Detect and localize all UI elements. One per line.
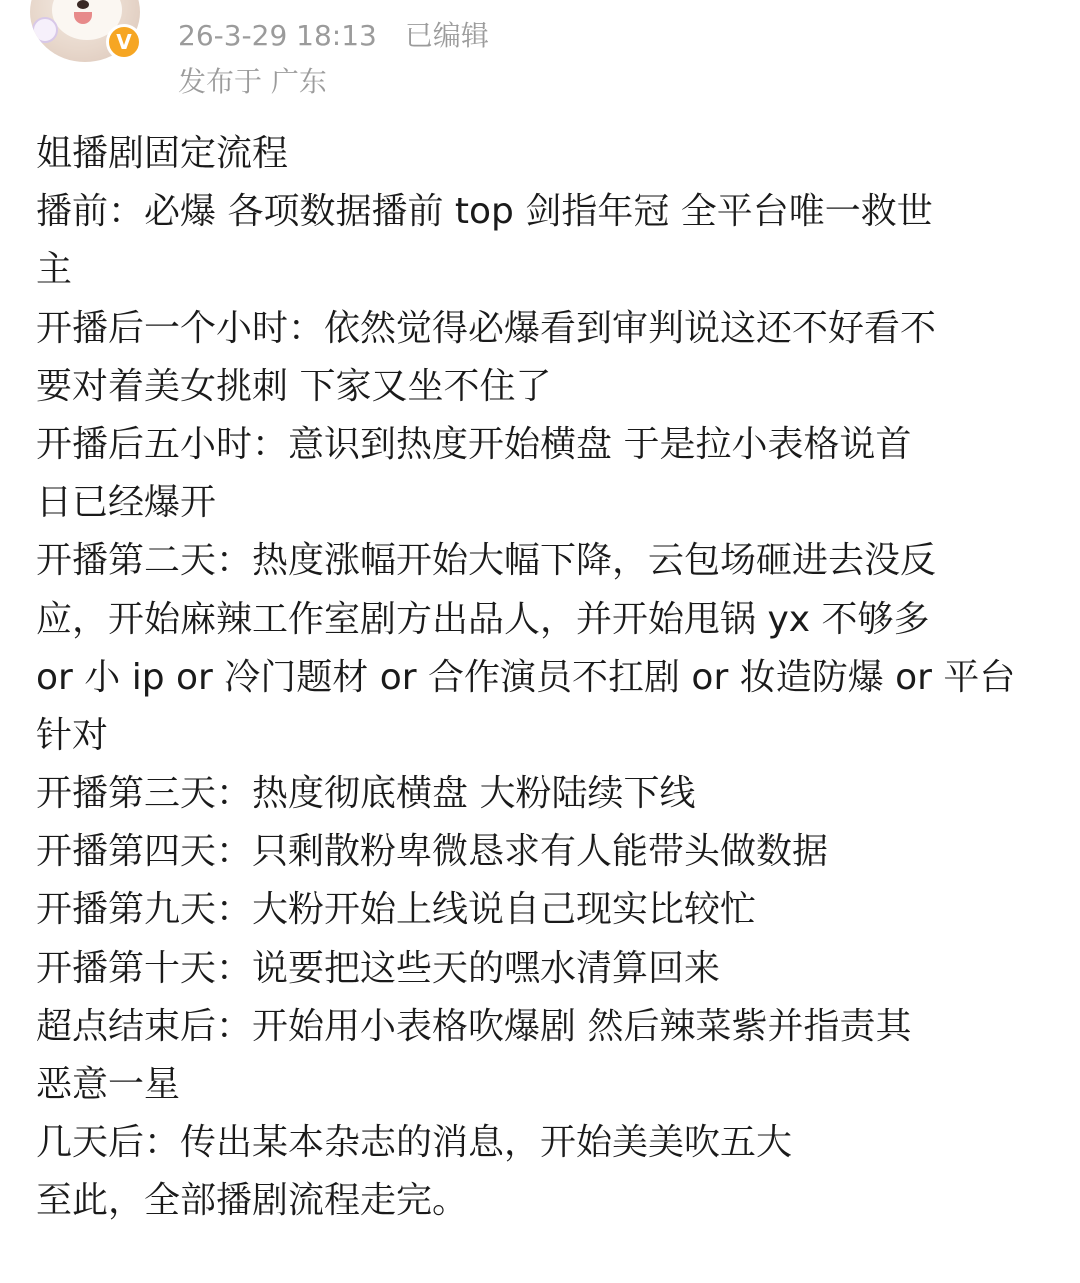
post-header	[0, 0, 1080, 110]
post-body	[36, 125, 1046, 1231]
post-text-line: or 小 ip or 冷门题材 or 合作演员不扛剧 or 妆造防爆 or 平台	[36, 656, 1016, 698]
post-meta	[178, 14, 489, 54]
post-text-line: 针对	[36, 714, 109, 756]
post-text-line: 几天后：传出某本杂志的消息，开始美美吹五大	[36, 1122, 793, 1164]
post-text-line: 日已经爆开	[36, 482, 217, 524]
post-text-line: 开播后五小时：意识到热度开始横盘 于是拉小表格说首	[36, 423, 912, 465]
post-timestamp: 26-3-29 18:13	[178, 19, 377, 52]
post-text-line: 恶意一星	[36, 1064, 181, 1105]
post-text-line: 开播后一个小时：依然觉得必爆看到审判说这还不好看不	[36, 307, 937, 349]
more-options-icon[interactable]	[1010, 0, 1036, 8]
avatar-decoration	[32, 17, 58, 43]
avatar-nose	[77, 0, 89, 9]
post-text-line: 开播第四天：只剩散粉卑微恳求有人能带头做数据	[36, 831, 829, 873]
post-location: 发布于 广东	[178, 65, 327, 98]
post-text-line: 开播第二天：热度涨幅开始大幅下降，云包场砸进去没反	[36, 540, 937, 582]
post-text-line: 开播第十天：说要把这些天的嘿水清算回来	[36, 947, 721, 989]
post-text-line: 超点结束后：开始用小表格吹爆剧 然后辣菜紫并指责其	[36, 1005, 912, 1047]
post-text-line: 至此，全部播剧流程走完。	[36, 1180, 469, 1222]
post-text-line: 开播第三天：热度彻底横盘 大粉陆续下线	[36, 773, 696, 815]
post-text-line: 姐播剧固定流程	[36, 133, 289, 174]
post-text-line: 应，开始麻辣工作室剧方出品人，并开始甩锅 yx 不够多	[36, 598, 930, 640]
edited-label[interactable]: 已编辑	[404, 19, 489, 52]
post-text-line: 要对着美女挑刺 下家又坐不住了	[36, 365, 552, 407]
verified-badge-icon: V	[106, 24, 142, 60]
post-text-line: 播前：必爆 各项数据播前 top 剑指年冠 全平台唯一救世	[36, 191, 933, 233]
post-text-line: 主	[36, 249, 73, 291]
post-text-line: 开播第九天：大粉开始上线说自己现实比较忙	[36, 889, 757, 931]
